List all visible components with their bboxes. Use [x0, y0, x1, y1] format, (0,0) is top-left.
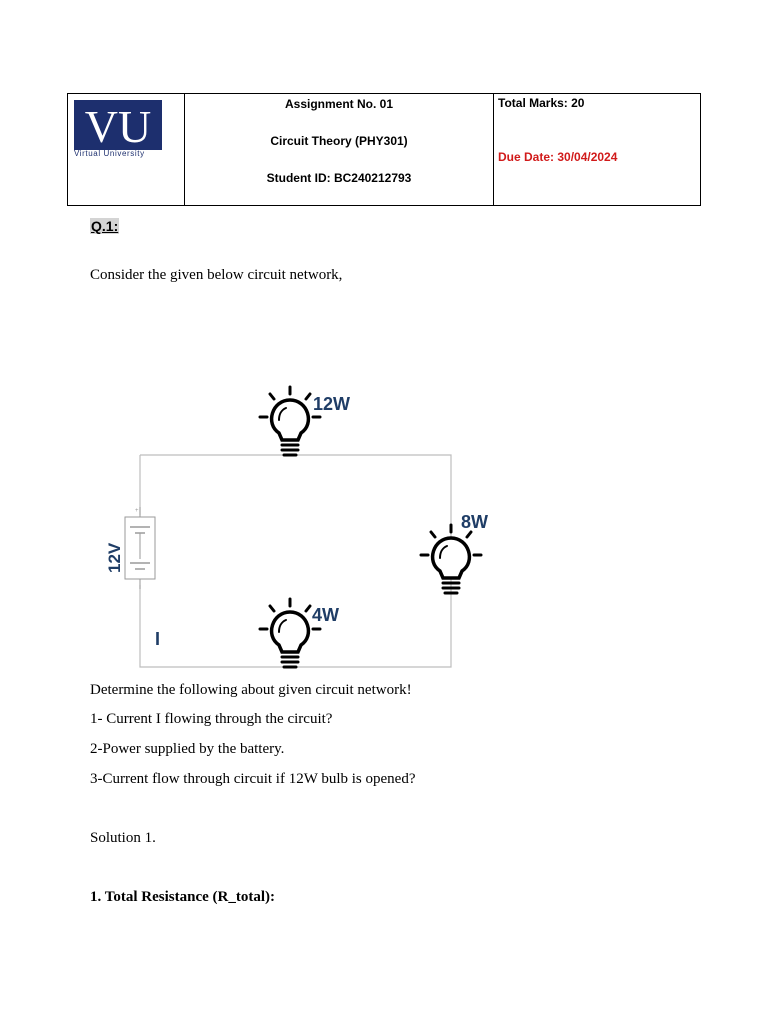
circuit-diagram: [95, 375, 515, 675]
question-prompt: Determine the following about given circuit network!: [90, 682, 412, 698]
solution-heading: Solution 1.: [90, 830, 156, 846]
course-name: Circuit Theory (PHY301): [270, 134, 408, 148]
bulb-right-label: 8W: [461, 512, 488, 532]
svg-text:+: +: [135, 508, 139, 514]
logo-cell: [68, 94, 185, 206]
total-marks: Total Marks: 20: [498, 96, 585, 110]
bulb-top-label: 12W: [313, 394, 351, 414]
marks-cell: [494, 94, 701, 206]
question-label: Q.1:: [91, 218, 119, 234]
question-item-2: 2-Power supplied by the battery.: [90, 741, 285, 757]
assignment-header-table: [67, 93, 701, 206]
solution-step-1-heading: 1. Total Resistance (R_total):: [90, 889, 275, 905]
student-id: Student ID: BC240212793: [266, 171, 412, 185]
question-item-3: 3-Current flow through circuit if 12W bulb is opened?: [90, 771, 416, 787]
current-label: I: [155, 629, 161, 649]
due-date: Due Date: 30/04/2024: [498, 150, 618, 164]
light-bulb-icon: [260, 387, 320, 455]
vu-logo-icon: [74, 100, 162, 150]
logo-caption: Virtual University: [74, 149, 145, 158]
battery-icon: [125, 507, 155, 589]
vu-logo: [74, 100, 164, 158]
course-info-cell: [185, 94, 494, 206]
assignment-number: Assignment No. 01: [284, 97, 394, 111]
light-bulb-icon: [260, 599, 320, 667]
svg-text:VU: VU: [84, 101, 152, 150]
bulb-bottom-label: 4W: [312, 605, 339, 625]
question-item-1: 1- Current I flowing through the circuit?: [90, 711, 333, 727]
question-intro: Consider the given below circuit network,: [90, 267, 343, 283]
battery-label: 12V: [105, 542, 124, 573]
